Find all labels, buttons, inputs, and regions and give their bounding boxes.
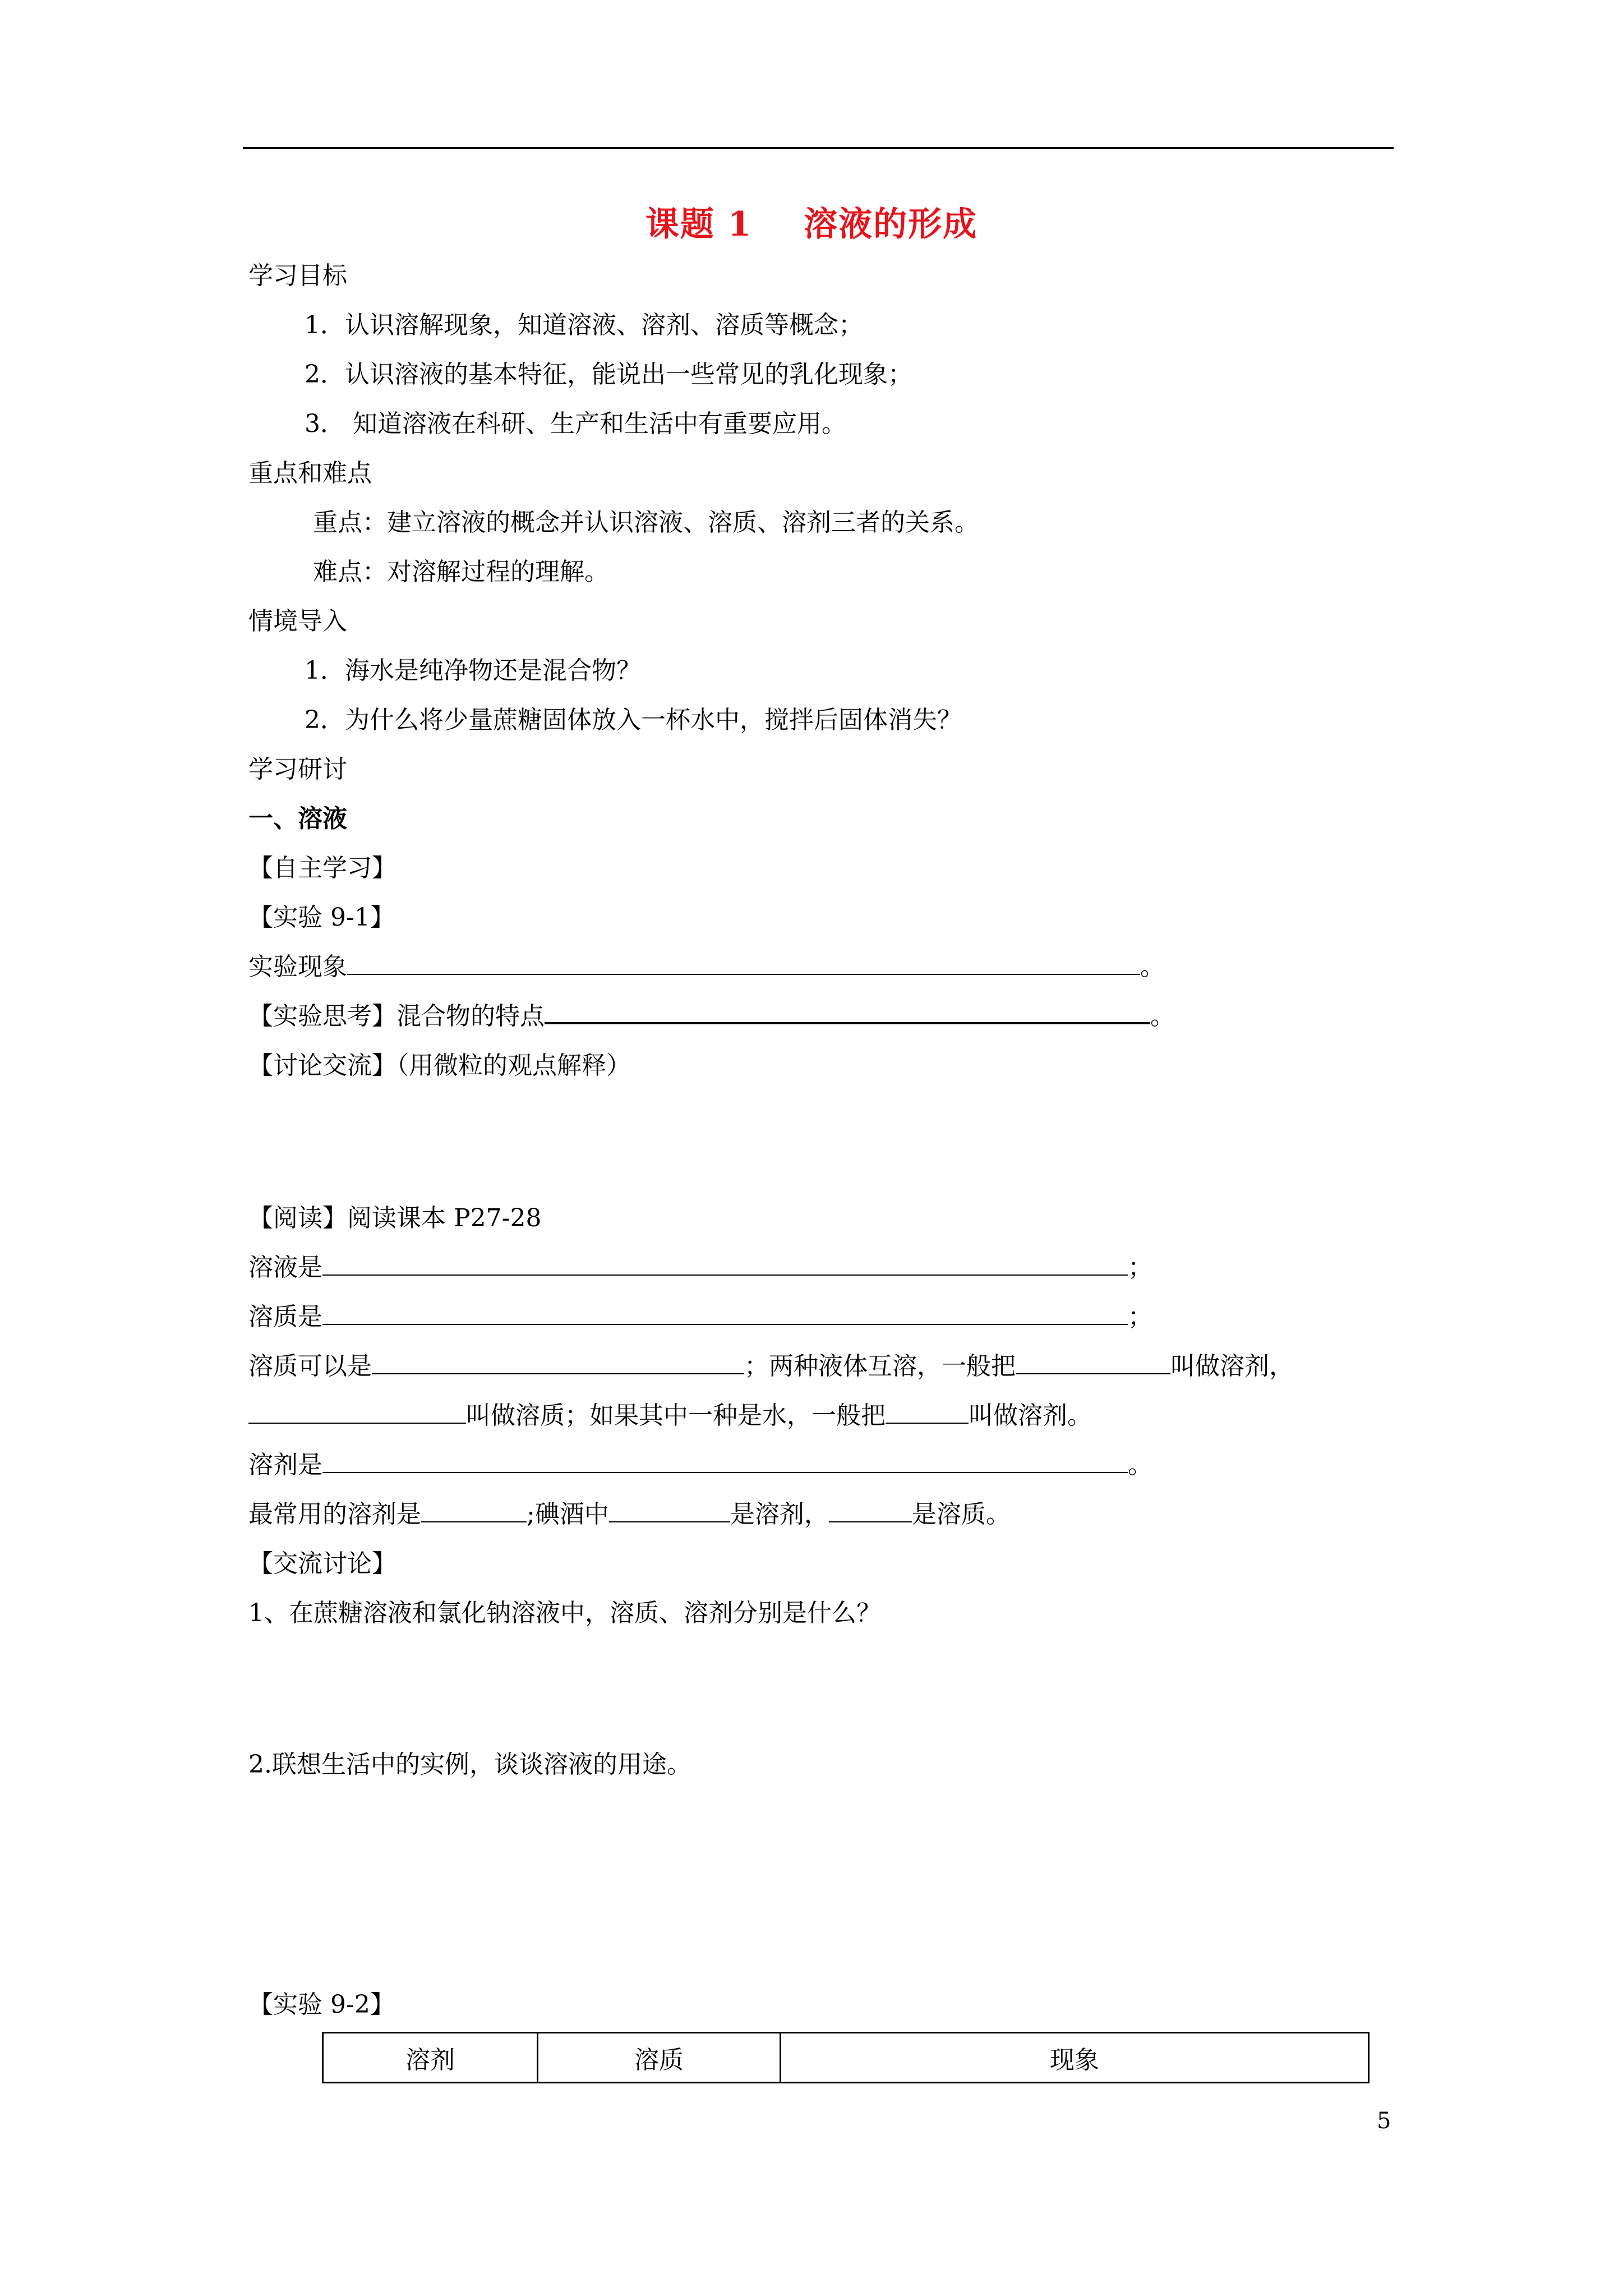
- phenomenon-blank[interactable]: [347, 951, 1140, 975]
- solute-can-be-line: [248, 1349, 1294, 1384]
- objective-item-1: 1．认识溶解现象，知道溶液、溶剂、溶质等概念；: [305, 311, 863, 339]
- solute-can-be-blank[interactable]: [372, 1351, 744, 1374]
- header-rule: [243, 147, 1394, 149]
- key-points-heading: 重点和难点: [248, 459, 372, 487]
- called-solvent-end: 叫做溶剂。: [969, 1401, 1092, 1430]
- study-heading: 学习研讨: [248, 755, 347, 784]
- exp91-tag: 【实验 9-1】: [248, 903, 395, 932]
- common-solvent-blank[interactable]: [421, 1499, 527, 1522]
- section-1-heading: 一、溶液: [248, 804, 347, 833]
- intro-item-1: 1．海水是纯净物还是混合物？: [305, 656, 641, 685]
- exp-thinking-period: 。: [1150, 1002, 1175, 1030]
- solute-blank[interactable]: [322, 1301, 1128, 1325]
- self-study-tag: 【自主学习】: [248, 854, 396, 882]
- objective-item-2: 2．认识溶液的基本特征，能说出一些常见的乳化现象；: [305, 360, 912, 389]
- phenomenon-line: [248, 949, 1165, 985]
- reading-text: 阅读课本 P27-28: [347, 1204, 542, 1232]
- solution-semicolon: ；: [1128, 1253, 1152, 1282]
- exchange-question-1: 1、在蔗糖溶液和氯化钠溶液中，溶质、溶剂分别是什么？: [248, 1599, 881, 1627]
- exp-thinking-blank[interactable]: [545, 1000, 1150, 1024]
- reading-tag: 【阅读】: [248, 1204, 347, 1232]
- solvent-period: 。: [1128, 1451, 1152, 1479]
- most-common-label: 最常用的溶剂是: [248, 1500, 421, 1529]
- mix-solvent-blank[interactable]: [1016, 1351, 1170, 1374]
- phenomenon-period: 。: [1140, 953, 1165, 981]
- table-header-solvent: 溶剂: [323, 2033, 538, 2083]
- solute-can-be-label: 溶质可以是: [248, 1352, 372, 1381]
- solution-line: [248, 1250, 1152, 1286]
- phenomenon-label: 实验现象: [248, 953, 347, 981]
- iodine-label: ;碘酒中: [527, 1500, 609, 1529]
- mix-text: ；两种液体互溶，一般把: [744, 1352, 1016, 1381]
- exp92-tag: 【实验 9-2】: [248, 1990, 395, 2019]
- exp-thinking-line: [248, 999, 1175, 1034]
- water-blank[interactable]: [886, 1400, 969, 1424]
- page-number: 5: [1377, 2108, 1391, 2134]
- called-solvent: 叫做溶剂，: [1170, 1352, 1294, 1381]
- solvent-label: 溶剂是: [248, 1451, 322, 1479]
- exchange-tag: 【交流讨论】: [248, 1549, 396, 1578]
- table-header-solute: 溶质: [538, 2033, 781, 2083]
- table-row: [323, 2033, 1369, 2083]
- key-point-difficulty: 难点：对溶解过程的理解。: [313, 558, 609, 586]
- solution-label: 溶液是: [248, 1253, 322, 1282]
- key-point-focus: 重点：建立溶液的概念并认识溶液、溶质、溶剂三者的关系。: [313, 508, 979, 537]
- intro-heading: 情境导入: [248, 607, 347, 636]
- objectives-heading: 学习目标: [248, 261, 347, 290]
- solute-line: [248, 1299, 1152, 1335]
- exp-thinking-label: 混合物的特点: [396, 1002, 545, 1030]
- water-solvent-line: [248, 1398, 1092, 1434]
- discussion-line: [248, 1048, 631, 1084]
- solution-blank[interactable]: [322, 1252, 1128, 1276]
- objective-item-3: 3． 知道溶液在科研、生产和生活中有重要应用。: [305, 409, 846, 438]
- exp92-table: [322, 2032, 1370, 2083]
- solvent-line: [248, 1447, 1152, 1483]
- called-solute-water: 叫做溶质；如果其中一种是水，一般把: [466, 1401, 886, 1430]
- exchange-question-2: 2.联想生活中的实例，谈谈溶液的用途。: [248, 1750, 691, 1779]
- discussion-note: （用微粒的观点解释）: [396, 1051, 631, 1080]
- is-solute-label: 是溶质。: [911, 1500, 1011, 1529]
- title-text: 溶液的形成: [804, 205, 978, 244]
- iodine-solute-blank[interactable]: [829, 1499, 912, 1522]
- reading-line: [248, 1200, 541, 1236]
- table-header-phenomenon: 现象: [781, 2033, 1369, 2083]
- title-label: 课题 1: [645, 205, 753, 244]
- mix-solute-blank[interactable]: [248, 1400, 466, 1424]
- page-title: [0, 197, 1623, 246]
- solvent-blank[interactable]: [322, 1450, 1128, 1473]
- is-solvent-label: 是溶剂，: [730, 1500, 829, 1529]
- intro-item-2: 2．为什么将少量蔗糖固体放入一杯水中，搅拌后固体消失？: [305, 706, 962, 734]
- common-solvent-line: [248, 1497, 1011, 1533]
- solute-semicolon: ；: [1128, 1303, 1152, 1331]
- solute-label: 溶质是: [248, 1303, 322, 1331]
- discussion-tag: 【讨论交流】: [248, 1051, 396, 1080]
- iodine-solvent-blank[interactable]: [609, 1499, 730, 1522]
- exp-thinking-tag: 【实验思考】: [248, 1002, 396, 1030]
